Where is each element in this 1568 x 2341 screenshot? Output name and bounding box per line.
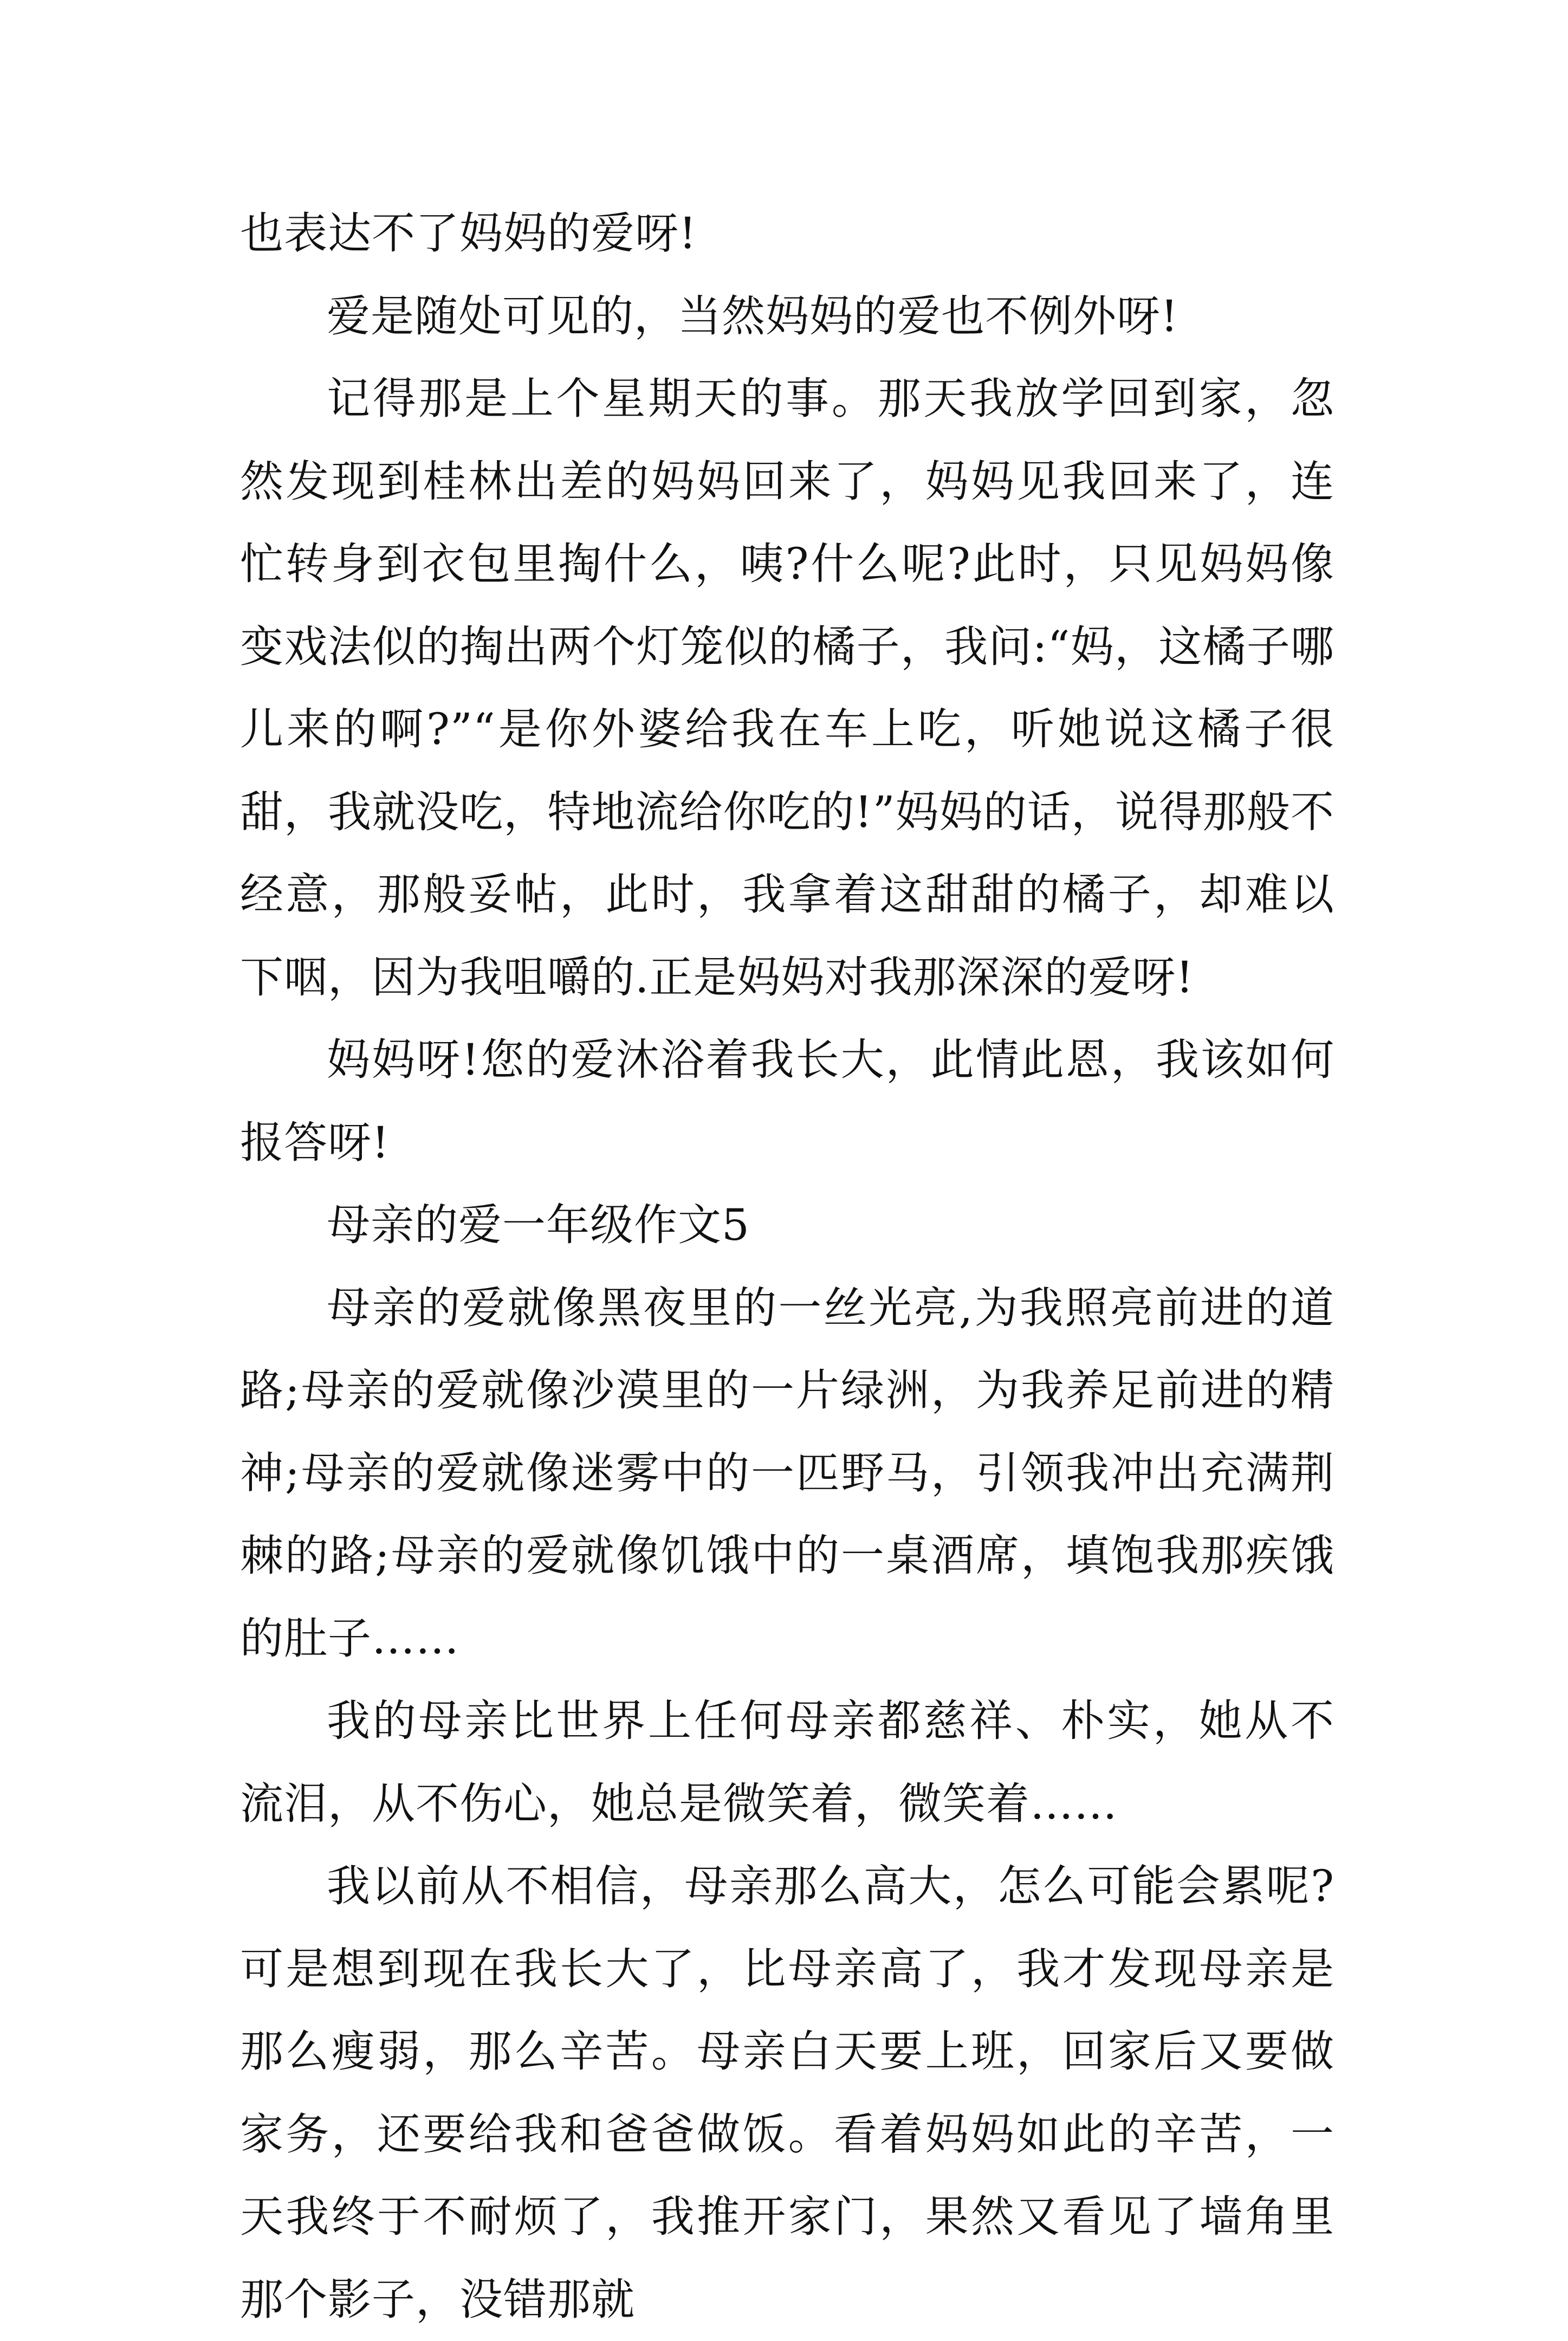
paragraph-1: 也表达不了妈妈的爱呀!	[240, 208, 697, 258]
paragraph-4: 妈妈呀!您的爱沐浴着我长大，此情此恩，我该如何报答呀!	[240, 1034, 1334, 1168]
paragraph-5: 母亲的爱就像黑夜里的一丝光亮,为我照亮前进的道路;母亲的爱就像沙漠里的一片绿洲，为我养足前进的精神;母亲的爱就像迷雾中的一匹野马，引领我冲出充满荆棘的路;母亲的爱就像饥饿中的一桌酒席，填饱我那疾饿的肚子……	[240, 1282, 1334, 1664]
paragraph-2: 爱是随处可见的，当然妈妈的爱也不例外呀!	[327, 290, 1179, 341]
paragraph-7: 我以前从不相信，母亲那么高大，怎么可能会累呢?可是想到现在我长大了，比母亲高了，我才发现母亲是那么瘦弱，那么辛苦。母亲白天要上班，回家后又要做家务，还要给我和爸爸做饭。看着妈妈如此的辛苦，一天我终于不耐烦了，我推开家门，果然又看见了墙角里那个影子，没错那就	[240, 1861, 1334, 2325]
document-body	[240, 192, 1334, 2341]
paragraph-6: 我的母亲比世界上任何母亲都慈祥、朴实，她从不流泪，从不伤心，她总是微笑着，微笑着……	[240, 1696, 1334, 1829]
paragraph-3: 记得那是上个星期天的事。那天我放学回到家，忽然发现到桂林出差的妈妈回来了，妈妈见我回来了，连忙转身到衣包里掏什么，咦?什么呢?此时，只见妈妈像变戏法似的掏出两个灯笼似的橘子，我问:“妈，这橘子哪儿来的啊?”“是你外婆给我在车上吃，听她说这橘子很甜，我就没吃，特地流给你吃的!”妈妈的话，说得那般不经意，那般妥帖，此时，我拿着这甜甜的橘子，却难以下咽，因为我咀嚼的.正是妈妈对我那深深的爱呀!	[240, 373, 1334, 1003]
section-heading: 母亲的爱一年级作文5	[327, 1200, 750, 1250]
